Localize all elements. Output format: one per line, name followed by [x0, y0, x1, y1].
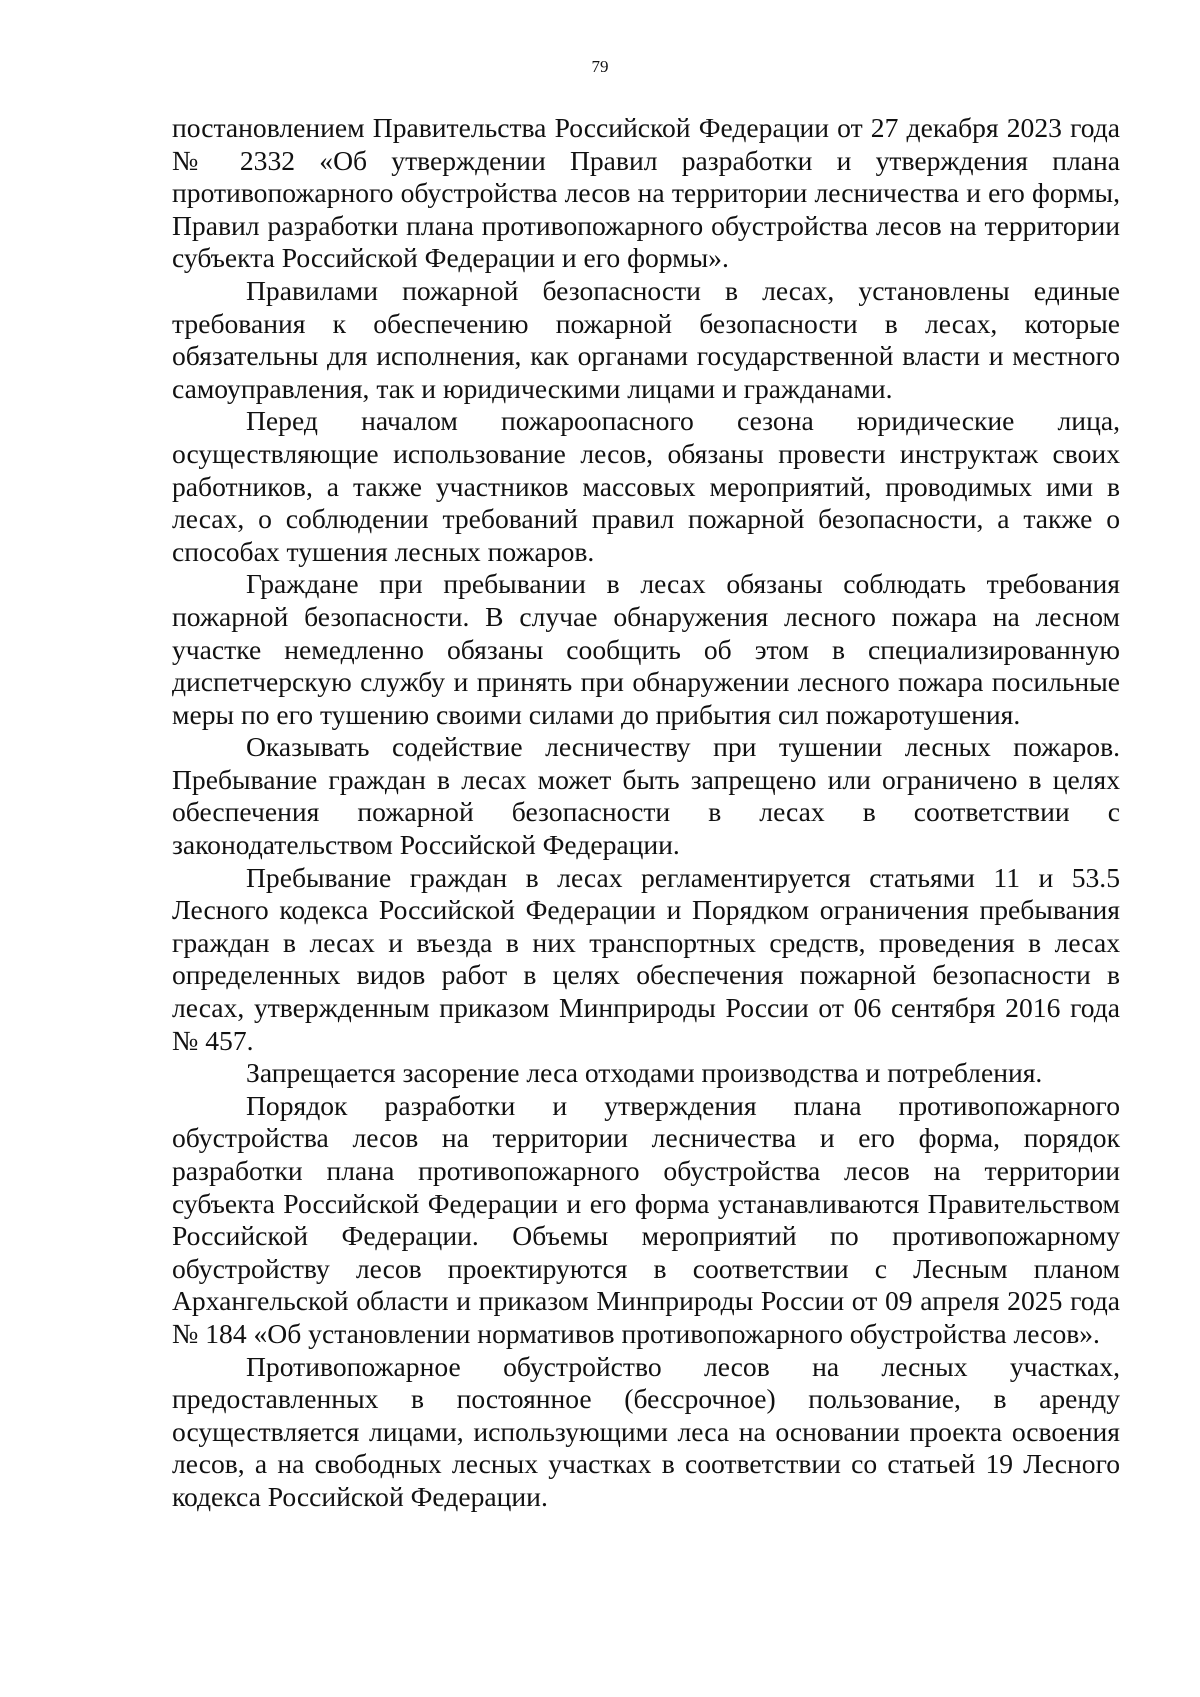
paragraph-citizens-obligations: Граждане при пребывании в лесах обязаны соблюдать требования пожарной безопасности. В случае обнаружения лесного пожара на лесном участке немедленно обязаны сообщить об этом в специализированную диспетчерскую службу и принять при обнаружении лесного пожара посильные меры по его тушению своими силами до прибытия сил пожаротушения.	[172, 568, 1120, 730]
paragraph-planning-procedure: Порядок разработки и утверждения плана противопожарного обустройства лесов на территории лесничества и его форма, порядок разработки плана противопожарного обустройства лесов на территории субъекта Российской Федерации и его форма устанавливаются Правительством Российской Федерации. Объемы мероприятий по противопожарному обустройству лесов проектируются в соответствии с Лесным планом Архангельской области и приказом Минприроды России от 09 апреля 2025 года № 184 «Об установлении нормативов противопожарного обустройства лесов».	[172, 1089, 1120, 1349]
paragraph-government-decree: постановлением Правительства Российской Федерации от 27 декабря 2023 года № 2332 «Об утверждении Правил разработки и утверждения плана противопожарного обустройства лесов на территории лесничества и его формы, Правил разработки плана противопожарного обустройства лесов на территории субъекта Российской Федерации и его формы».	[172, 112, 1120, 274]
paragraph-fire-arrangement: Противопожарное обустройство лесов на лесных участках, предоставленных в постоянное (бессрочное) пользование, в аренду осуществляется лицами, использующими леса на основании проекта освоения лесов, а на свободных лесных участках в соответствии со статьей 19 Лесного кодекса Российской Федерации.	[172, 1350, 1120, 1512]
document-body	[172, 112, 1120, 1514]
page-number: 79	[591, 57, 609, 76]
paragraph-assist-forestry: Оказывать содействие лесничеству при тушении лесных пожаров. Пребывание граждан в лесах может быть запрещено или ограничено в целях обеспечения пожарной безопасности в лесах в соответствии с законодательством Российской Федерации.	[172, 731, 1120, 861]
paragraph-fire-safety-rules: Правилами пожарной безопасности в лесах, установлены единые требования к обеспечению пожарной безопасности в лесах, которые обязательны для исполнения, как органами государственной власти и местного самоуправления, так и юридическими лицами и гражданами.	[172, 274, 1120, 404]
paragraph-littering-ban: Запрещается засорение леса отходами производства и потребления.	[246, 1057, 1043, 1089]
paragraph-fire-season-instruction: Перед началом пожароопасного сезона юридические лица, осуществляющие использование лесов, обязаны провести инструктаж своих работников, а также участников массовых мероприятий, проводимых ими в лесах, о соблюдении требований правил пожарной безопасности, а также о способах тушения лесных пожаров.	[172, 405, 1120, 567]
paragraph-stay-regulation: Пребывание граждан в лесах регламентируется статьями 11 и 53.5 Лесного кодекса Российской Федерации и Порядком ограничения пребывания граждан в лесах и въезда в них транспортных средств, проведения в лесах определенных видов работ в целях обеспечения пожарной безопасности в лесах, утвержденным приказом Минприроды России от 06 сентября 2016 года № 457.	[172, 861, 1120, 1056]
